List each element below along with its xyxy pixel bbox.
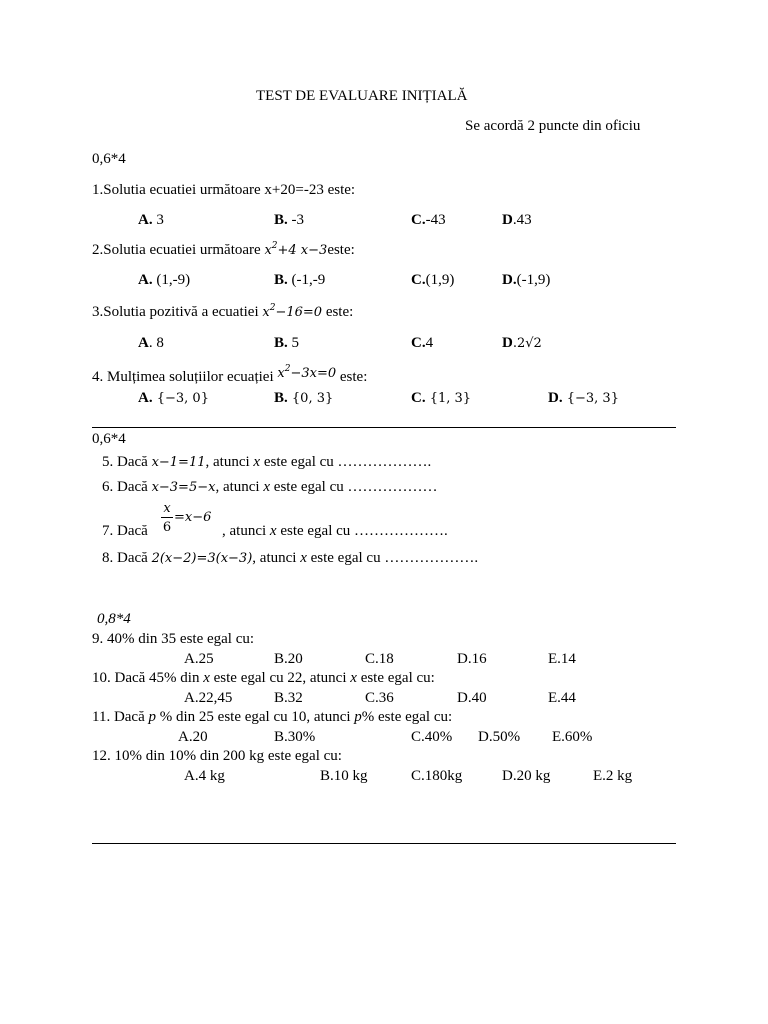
option-letter: B. (274, 212, 288, 228)
question-4 (92, 364, 368, 385)
math-expression: $x^2+4$ x−3 (264, 241, 328, 258)
q12-option-a: A.4 kg (184, 768, 225, 784)
option-letter: A. (138, 212, 153, 228)
option-letter: A. (138, 390, 153, 406)
question-text: Solutia ecuatiei următoare (103, 242, 265, 258)
question-tail: este: (322, 304, 354, 320)
q10-option-d: D.40 (457, 690, 487, 706)
option-letter: D. (502, 272, 517, 288)
q2-option-d (502, 273, 550, 288)
question-text: Mulțimea soluțiilor ecuației (103, 369, 278, 385)
option-letter: C. (411, 390, 426, 406)
question-number: 1. (92, 182, 104, 198)
q12-option-b: B.10 kg (320, 768, 368, 784)
option-value: (-1,-9 (287, 272, 326, 288)
question-7-lead: 7. Dacă (102, 523, 148, 539)
math-expression: $x^2-16=0$ (262, 303, 323, 320)
question-tail: este: (327, 242, 355, 258)
option-letter: B. (274, 390, 288, 406)
q4-option-d (548, 391, 619, 406)
q12-option-e: E.2 kg (593, 768, 633, 784)
question-2 (92, 243, 355, 258)
question-7-tail: , atunci x este egal cu ………………. (222, 523, 448, 539)
option-value: {−3, 0} (152, 391, 209, 406)
question-3 (92, 305, 353, 320)
q10-option-a: A.22,45 (184, 690, 233, 706)
fraction-bar (161, 517, 173, 518)
q2-option-b (274, 273, 325, 288)
option-value: . 8 (148, 335, 164, 351)
option-value: {0, 3} (287, 391, 334, 406)
section-divider (92, 427, 676, 428)
option-value: -3 (287, 212, 305, 228)
q10-option-e: E.44 (548, 690, 576, 706)
q1-option-b (274, 213, 304, 228)
q1-option-d (502, 213, 532, 228)
math-expression: =x−6 (174, 510, 212, 525)
math-expression: 2(x−2)=3(x−3) (151, 551, 253, 566)
option-letter: A. (138, 272, 153, 288)
option-value: .43 (512, 212, 532, 228)
q11-option-d: D.50% (478, 729, 521, 745)
option-value: (1,9) (425, 272, 455, 288)
option-letter: D (502, 335, 513, 351)
q12-option-c: C.180kg (411, 768, 463, 784)
option-letter: A (138, 335, 149, 351)
q10-option-c: C.36 (365, 690, 394, 706)
question-5: 5. Dacă x−1=11, atunci x este egal cu ………………. (102, 454, 432, 470)
q11-option-a: A.20 (178, 729, 208, 745)
q4-option-b (274, 391, 333, 406)
office-points-note: Se acordă 2 puncte din oficiu (465, 118, 641, 134)
math-expression: $x^2-3x=0$ (277, 364, 337, 381)
option-value: {1, 3} (425, 391, 472, 406)
q9-option-b: B.20 (274, 651, 303, 667)
q4-option-a (138, 391, 209, 406)
option-value: 3 (152, 212, 164, 228)
q11-option-b: B.30% (274, 729, 316, 745)
question-11: 11. Dacă p % din 25 este egal cu 10, atunci p% este egal cu: (92, 709, 453, 725)
q2-option-a (138, 273, 190, 288)
option-value: -43 (425, 212, 446, 228)
option-letter: D (502, 212, 513, 228)
q12-option-d: D.20 kg (502, 768, 551, 784)
question-tail: este: (336, 369, 368, 385)
section2-score: 0,6*4 (92, 431, 126, 447)
question-number: 2. (92, 242, 104, 258)
q3-option-c (411, 336, 433, 351)
q3-option-b (274, 336, 299, 351)
question-10: 10. Dacă 45% din x este egal cu 22, atunci x este egal cu: (92, 670, 435, 686)
section3-score: 0,8*4 (97, 611, 131, 627)
fraction-numerator: x (163, 501, 171, 516)
question-number: 3. (92, 304, 104, 320)
q11-option-c: C.40% (411, 729, 453, 745)
q9-option-a: A.25 (184, 651, 214, 667)
q11-option-e: E.60% (552, 729, 593, 745)
page-title: TEST DE EVALUARE INIȚIALĂ (256, 88, 468, 104)
option-value: 4 (425, 335, 434, 351)
q3-option-d (502, 336, 542, 351)
option-letter: B. (274, 272, 288, 288)
q9-option-d: D.16 (457, 651, 487, 667)
question-1 (92, 183, 355, 198)
fraction-denominator: 6 (162, 520, 172, 535)
q9-option-c: C.18 (365, 651, 394, 667)
option-letter: C. (411, 272, 426, 288)
option-value: 5 (287, 335, 300, 351)
math-expression: x−1=11 (151, 455, 206, 470)
option-letter: D. (548, 390, 563, 406)
q1-option-c (411, 213, 446, 228)
question-6: 6. Dacă x−3=5−x, atunci x este egal cu ……………… (102, 479, 438, 495)
option-value: (-1,9) (516, 272, 551, 288)
q10-option-b: B.32 (274, 690, 303, 706)
math-expression: x−3=5−x (151, 480, 216, 495)
option-value: .2√2 (512, 336, 542, 351)
section1-score: 0,6*4 (92, 151, 126, 167)
q3-option-a (138, 336, 164, 351)
option-value: {−3, 3} (562, 391, 619, 406)
question-9: 9. 40% din 35 este egal cu: (92, 631, 255, 647)
question-8: 8. Dacă 2(x−2)=3(x−3), atunci x este egal cu ………………. (102, 550, 479, 566)
q4-option-c (411, 391, 471, 406)
q9-option-e: E.14 (548, 651, 576, 667)
question-12: 12. 10% din 10% din 200 kg este egal cu: (92, 748, 342, 764)
option-letter: C. (411, 212, 426, 228)
q1-option-a (138, 213, 164, 228)
question-number: 4. (92, 369, 104, 385)
option-letter: B. (274, 335, 288, 351)
bottom-divider (92, 843, 676, 844)
q2-option-c (411, 273, 454, 288)
option-letter: C. (411, 335, 426, 351)
question-text: Solutia pozitivă a ecuatiei (103, 304, 263, 320)
option-value: (1,-9) (152, 272, 191, 288)
question-text: Solutia ecuatiei următoare x+20=-23 este: (103, 182, 356, 198)
